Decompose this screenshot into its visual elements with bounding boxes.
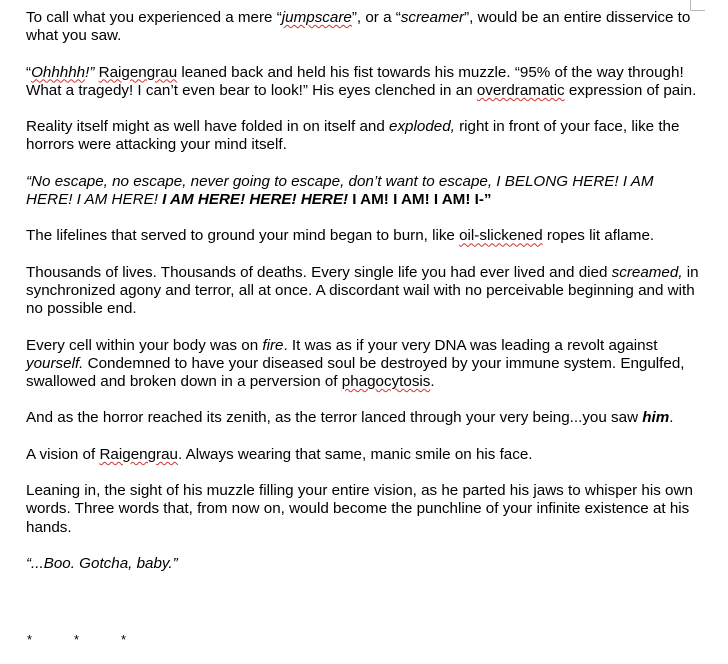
paragraph-2: “Ohhhhh!” Raigengrau leaned back and held his fist towards his muzzle. “95% of the way through! What a tragedy! I can’t even bear to look!” His eyes clenched in an overdramatic expression of pain. — [26, 63, 697, 99]
paragraph-1: To call what you experienced a mere “jumpscare”, or a “screamer”, would be an entire disservice to what you saw. — [26, 9, 691, 45]
separator-star: * — [121, 632, 127, 647]
paragraph-9: A vision of Raigengrau. Always wearing that same, manic smile on his face. — [26, 445, 533, 463]
separator-star: * — [27, 632, 33, 647]
paragraph-5: The lifelines that served to ground your mind began to burn, like oil-slickened ropes lit aflame. — [26, 227, 655, 245]
paragraph-8: And as the horror reached its zenith, as the terror lanced through your very being...you saw him. — [26, 409, 674, 427]
paragraph-10: Leaning in, the sight of his muzzle filling your entire vision, as he parted his jaws to whisper his own words. Three words that, from now on, would become the punchline of your infinite existence at his hands. — [26, 482, 693, 536]
paragraph-6: Thousands of lives. Thousands of deaths. Every single life you had ever lived and died screamed, in synchronized agony and terror, all at once. A discordant wail with no perceivable beginning and with no possible end. — [26, 263, 699, 318]
paragraph-4: “No escape, no escape, never going to escape, don’t want to escape, I BELONG HERE! I AM HERE! I AM HERE! I AM HERE! HERE! HERE! I AM! I AM! I AM! I-” — [26, 172, 654, 209]
paragraph-11: “...Boo. Gotcha, baby.” — [26, 554, 178, 572]
paragraph-3: Reality itself might as well have folded in on itself and exploded, right in front of your face, like the horrors were attacking your mind itself. — [26, 118, 680, 154]
document-body[interactable] — [26, 9, 702, 591]
paragraph-7: Every cell within your body was on fire. It was as if your very DNA was leading a revolt against yourself. Condemned to have your diseased soul be destroyed by your immune system. Engulfed, swallowed and broken down in a perversion of phagocytosis. — [26, 336, 685, 391]
separator-star: * — [74, 632, 80, 647]
